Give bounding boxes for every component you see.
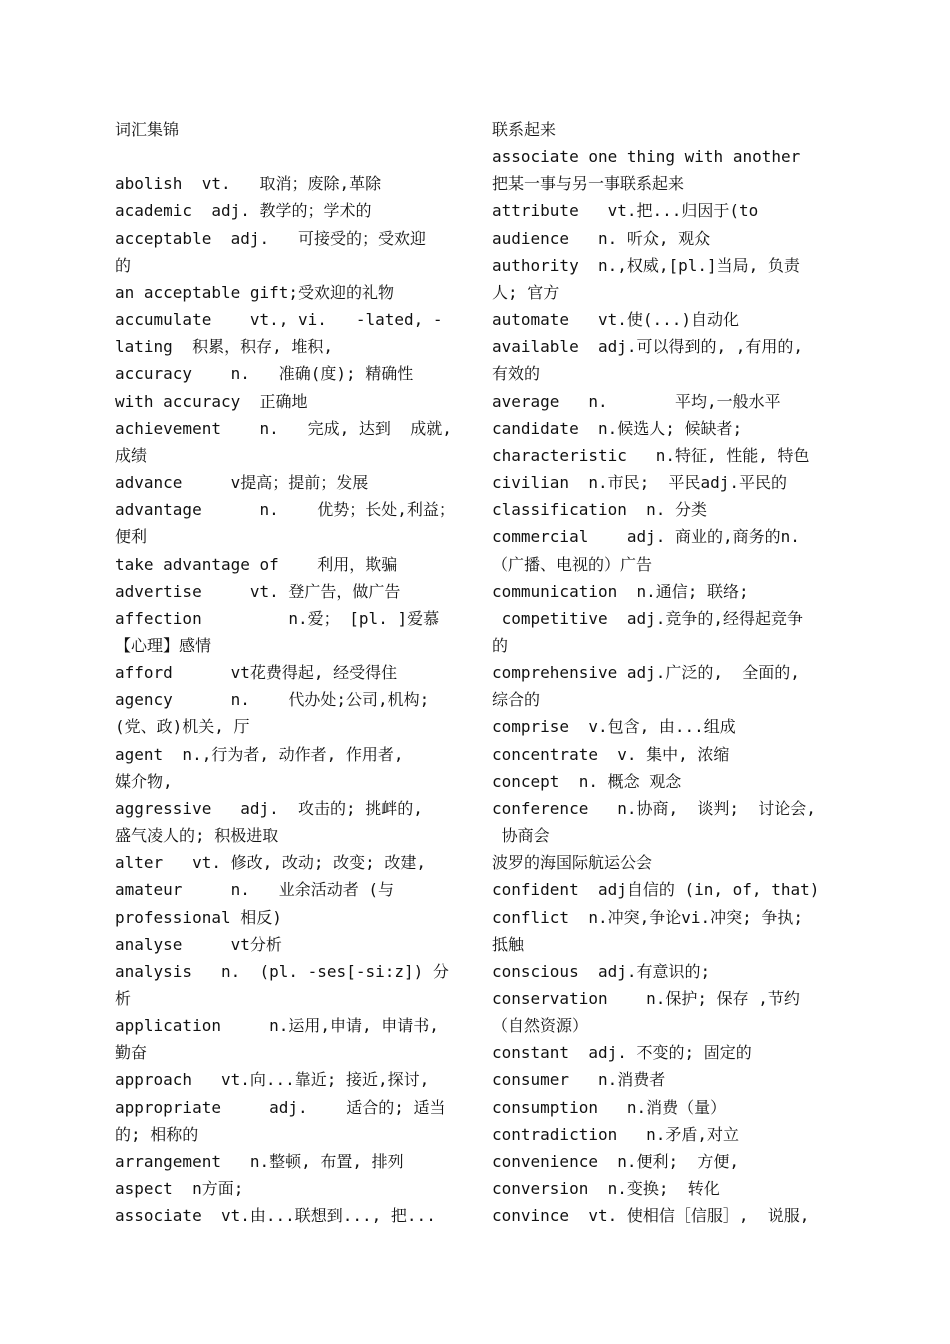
vocab-line: analyse vt分析 (115, 934, 282, 954)
vocab-line: (党、政)机关, 厅 (115, 717, 250, 737)
vocab-line: 的; 相称的 (115, 1124, 199, 1144)
vocab-line: audience n. 听众, 观众 (492, 228, 711, 248)
vocab-line: authority n.,权威,[pl.]当局, 负责 (492, 255, 800, 275)
vocab-line: automate vt.使(...)自动化 (492, 310, 740, 330)
vocab-line: conflict n.冲突,争论vi.冲突; 争执; (492, 907, 804, 927)
vocab-line: characteristic n.特征, 性能, 特色 (492, 445, 810, 465)
vocab-line: achievement n. 完成, 达到 成就, (115, 418, 452, 438)
left-column (115, 116, 467, 1229)
vocab-line: attribute vt.把...归因于(to (492, 201, 759, 221)
vocab-line: consumption n.消费（量） (492, 1097, 727, 1117)
vocab-line: 的 (492, 635, 509, 655)
vocab-line: confident adj自信的 (in, of, that) (492, 880, 820, 900)
vocab-line: （广播、电视的）广告 (492, 554, 653, 574)
vocab-line: 的 (115, 255, 132, 275)
vocab-line: associate one thing with another (492, 147, 801, 167)
vocab-line: candidate n.候选人; 候缺者; (492, 418, 743, 438)
vocab-line: contradiction n.矛盾,对立 (492, 1124, 740, 1144)
vocab-line: concept n. 概念 观念 (492, 771, 682, 791)
vocab-line: 波罗的海国际航运公会 (492, 853, 653, 873)
vocab-line: 有效的 (492, 364, 541, 384)
vocab-line: 析 (115, 989, 132, 1008)
vocab-line: professional 相反) (115, 907, 282, 927)
vocab-line: 词汇集锦 (115, 120, 180, 139)
vocab-line: aspect n方面; (115, 1179, 244, 1199)
vocab-line: approach vt.向...靠近; 接近,探讨, (115, 1070, 430, 1090)
vocab-line: civilian n.市民; 平民adj.平民的 (492, 473, 788, 493)
vocab-line: afford vt花费得起, 经受得住 (115, 663, 398, 683)
vocab-line: comprehensive adj.广泛的, 全面的, (492, 663, 800, 683)
vocab-line: 抵触 (492, 934, 525, 954)
vocab-line: amateur n. 业余活动者 (与 (115, 880, 395, 900)
vocab-line: conversion n.变换; 转化 (492, 1179, 720, 1199)
vocab-line: 人; 官方 (492, 282, 560, 302)
vocab-line: commercial adj. 商业的,商务的n. (492, 527, 800, 547)
vocab-line: an acceptable gift;受欢迎的礼物 (115, 282, 395, 302)
vocab-line: classification n. 分类 (492, 500, 708, 520)
vocab-line: agent n.,行为者, 动作者, 作用者, (115, 744, 404, 764)
vocab-line: 盛气凌人的; 积极进取 (115, 826, 279, 846)
vocab-line: convenience n.便利; 方便, (492, 1151, 740, 1171)
vocab-line: academic adj. 教学的；学术的 (115, 201, 372, 221)
vocab-line: competitive adj.竞争的,经得起竞争 (492, 608, 804, 628)
vocab-line: 综合的 (492, 690, 541, 710)
vocab-line: 协商会 (492, 826, 550, 846)
vocab-line (115, 143, 467, 170)
vocab-line: advertise vt. 登广告，做广告 (115, 581, 401, 601)
vocab-line: average n. 平均,一般水平 (492, 391, 781, 411)
vocab-line: consumer n.消费者 (492, 1070, 666, 1090)
vocab-line: 把某一事与另一事联系起来 (492, 174, 685, 194)
vocab-line: conservation n.保护; 保存 ,节约 (492, 989, 800, 1008)
vocab-line: arrangement n.整顿, 布置, 排列 (115, 1151, 404, 1171)
vocab-line: concentrate v. 集中, 浓缩 (492, 744, 730, 764)
vocab-line: advantage n. 优势；长处,利益； (115, 500, 455, 520)
vocab-line: 勤奋 (115, 1043, 148, 1063)
vocab-line: convince vt. 使相信［信服］, 说服, (492, 1206, 810, 1226)
vocab-line: agency n. 代办处;公司,机构; (115, 690, 430, 710)
vocab-line: 媒介物, (115, 771, 173, 791)
vocab-line: associate vt.由...联想到..., 把... (115, 1206, 436, 1226)
vocab-line: analysis n. (pl. -ses[-si:z]) 分 (115, 961, 449, 981)
vocab-line: advance v提高；提前；发展 (115, 473, 369, 493)
vocab-line: affection n.爱； [pl. ]爱慕 (115, 608, 440, 628)
vocab-line: with accuracy 正确地 (115, 391, 308, 411)
vocab-line: application n.运用,申请, 申请书, (115, 1016, 439, 1036)
right-column (492, 116, 852, 1229)
vocab-line: abolish vt. 取消；废除,革除 (115, 174, 382, 194)
vocab-line: 【心理】感情 (115, 635, 212, 655)
vocab-line: 成绩 (115, 445, 148, 465)
vocab-line: aggressive adj. 攻击的; 挑衅的, (115, 798, 423, 818)
vocab-line: comprise v.包含, 由...组成 (492, 717, 736, 737)
vocab-line: 联系起来 (492, 120, 557, 139)
vocab-line: communication n.通信; 联络; (492, 581, 749, 601)
vocab-line: （自然资源） (492, 1016, 589, 1036)
vocab-line: acceptable adj. 可接受的；受欢迎 (115, 228, 427, 248)
vocab-line: accumulate vt., vi. -lated, - (115, 310, 443, 330)
vocab-line: constant adj. 不变的; 固定的 (492, 1043, 752, 1063)
vocab-line: conference n.协商, 谈判; 讨论会, (492, 798, 816, 818)
vocab-line: available adj.可以得到的, ,有用的, (492, 337, 804, 357)
vocab-line: accuracy n. 准确(度); 精确性 (115, 364, 414, 384)
vocab-line: take advantage of 利用，欺骗 (115, 554, 398, 574)
vocab-line: appropriate adj. 适合的; 适当 (115, 1097, 446, 1117)
vocab-line: conscious adj.有意识的; (492, 961, 711, 981)
vocab-line: 便利 (115, 527, 148, 547)
vocab-line: alter vt. 修改, 改动; 改变; 改建, (115, 853, 427, 873)
vocab-line: lating 积累，积存, 堆积, (115, 337, 333, 357)
